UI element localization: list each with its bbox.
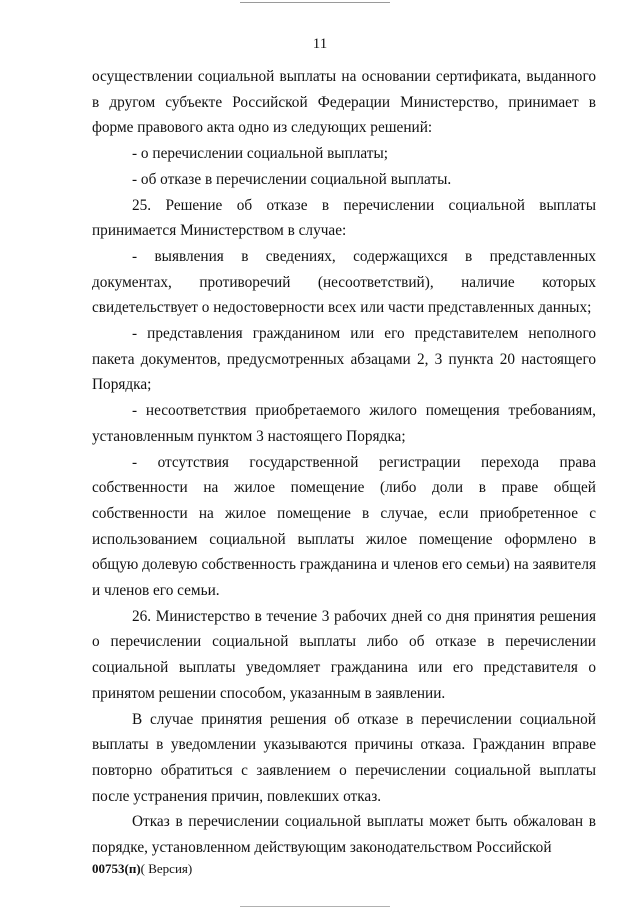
top-divider	[240, 2, 390, 3]
paragraph: - выявления в сведениях, содержащихся в представленных документах, противоречий (несоответствий), наличие которых свидетельствует о недостоверности всех или части представленных данных;	[92, 247, 596, 317]
paragraph: - об отказе в перечислении социальной выплаты.	[132, 170, 452, 188]
document-body	[92, 64, 596, 861]
paragraph: осуществлении социальной выплаты на основании сертификата, выданного в другом субъекте Российской Федерации Министерство, принимает в форме правового акта одно из следующих решений:	[92, 68, 596, 137]
paragraph: Отказ в перечислении социальной выплаты может быть обжалован в порядке, установленном действующим законодательством Российской	[92, 813, 596, 857]
paragraph: В случае принятия решения об отказе в перечислении социальной выплаты в уведомлении указываются причины отказа. Гражданин вправе повторно обратиться с заявлением о перечислении социальной выплаты после устранения причин, повлекших отказ.	[92, 710, 596, 805]
document-code: 00753(п)	[92, 861, 141, 876]
paragraph: - представления гражданином или его представителем неполного пакета документов, предусмотренных абзацами 2, 3 пункта 20 настоящего Порядка;	[92, 325, 596, 394]
paragraph: 26. Министерство в течение 3 рабочих дней со дня принятия решения о перечислении социальной выплаты либо об отказе в перечислении социальной выплаты уведомляет гражданина или его представителя о принятом решении способом, указанным в заявлении.	[92, 607, 596, 702]
paragraph: - отсутствия государственной регистрации перехода права собственности на жилое помещение (либо доли в праве общей собственности на жилое помещение в случае, если приобретенное с использованием социальной выплаты жилое помещение оформлено в общую долевую собственность гражданина и членов его семьи) на заявителя и членов его семьи.	[92, 453, 596, 600]
bottom-divider	[240, 906, 390, 907]
page-number: 11	[312, 36, 328, 52]
paragraph: - несоответствия приобретаемого жилого помещения требованиям, установленным пунктом 3 настоящего Порядка;	[92, 402, 596, 445]
paragraph: - о перечислении социальной выплаты;	[132, 145, 389, 163]
document-version: ( Версия)	[140, 861, 193, 876]
paragraph: 25. Решение об отказе в перечислении социальной выплаты принимается Министерством в случае:	[92, 196, 596, 240]
document-footer	[92, 861, 192, 877]
